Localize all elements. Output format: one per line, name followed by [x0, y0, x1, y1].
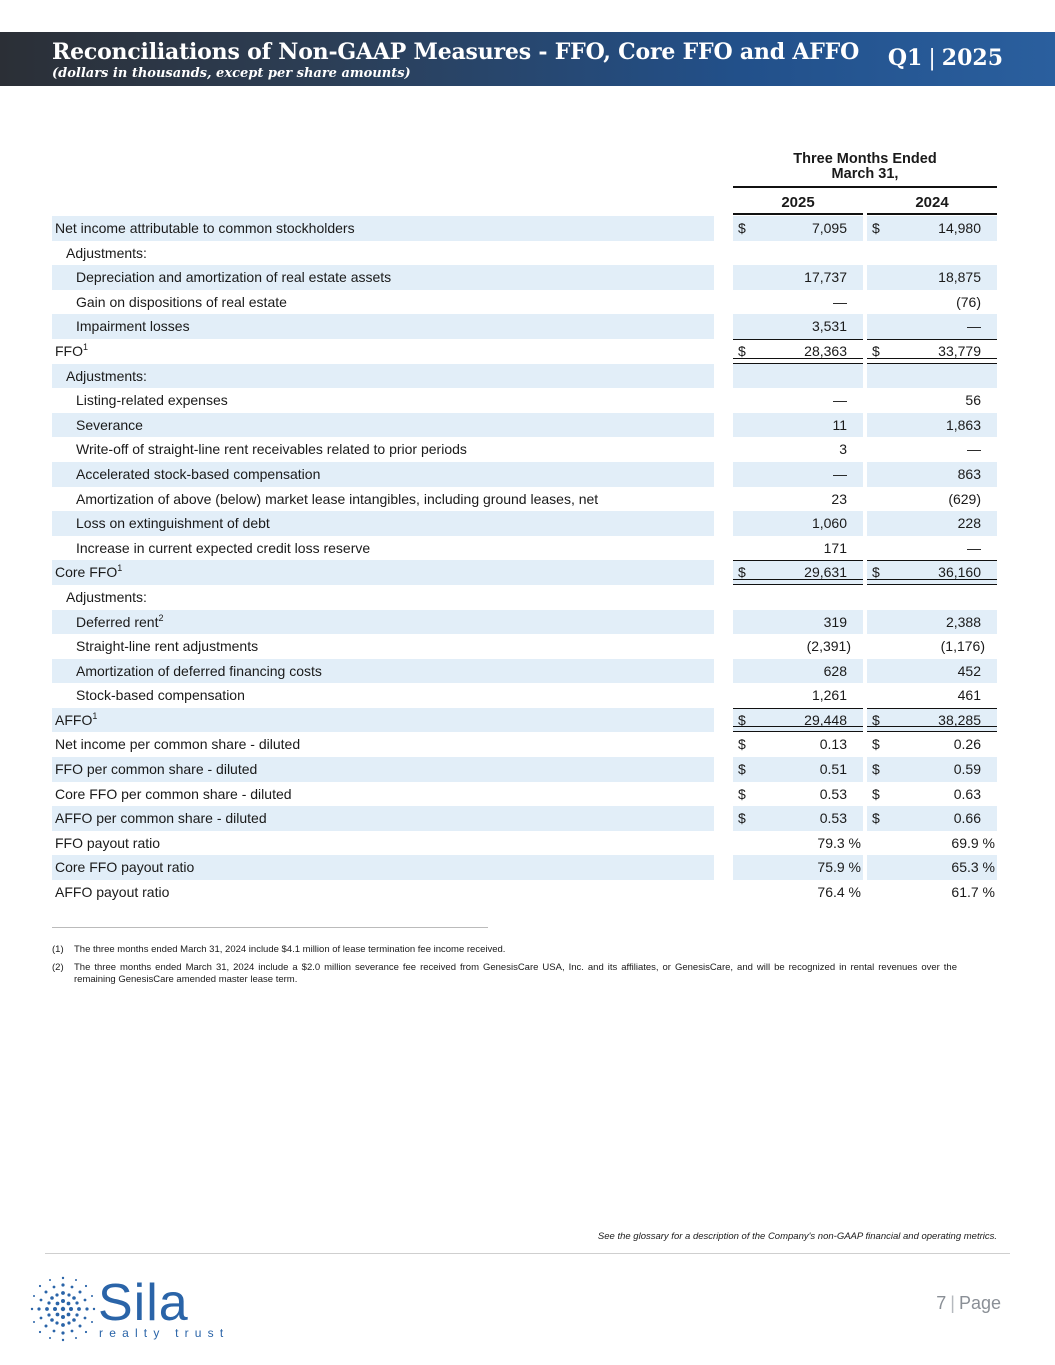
value-2024: (76) [956, 293, 981, 310]
table-row [52, 437, 997, 462]
row-label: Accelerated stock-based compensation [52, 462, 714, 487]
value-2025: 319 [733, 610, 863, 635]
row-label: Listing-related expenses [76, 392, 228, 409]
value-2024: $ 38,285 [867, 708, 997, 733]
value-2025: $ 0.53 [738, 785, 847, 802]
value-2024: (629) [948, 490, 981, 507]
table-row [52, 413, 997, 438]
row-label: Net income per common share - diluted [55, 736, 301, 753]
logo-wordmark: Sila [98, 1274, 189, 1332]
table-row [52, 511, 997, 536]
table-row [52, 216, 997, 241]
value-2024: 863 [867, 462, 997, 487]
row-label: Adjustments: [52, 364, 714, 389]
table-row [52, 462, 997, 487]
value-2025: — [733, 462, 863, 487]
value-2025 [733, 364, 863, 389]
reconciliation-table [52, 216, 997, 905]
row-label: Core FFO$^1$ [52, 560, 714, 585]
value-2025: 3,531 [733, 314, 863, 339]
period-line-1: Three Months Ended [793, 151, 937, 167]
row-label: Impairment losses [52, 314, 714, 339]
table-row [52, 560, 997, 585]
footnote-1 [52, 944, 957, 956]
value-2025: 79.3 % [817, 834, 861, 851]
table-row [52, 536, 997, 561]
value-2024 [867, 241, 997, 266]
table-row [52, 241, 997, 266]
value-2025 [733, 241, 863, 266]
table-row [52, 806, 997, 831]
value-2025: — [833, 392, 847, 409]
value-2024: 56 [965, 392, 981, 409]
value-2024: 18,875 [867, 265, 997, 290]
page-number-separator: | [950, 1293, 955, 1313]
value-2025: 171 [823, 539, 847, 556]
row-label: Amortization of deferred financing costs [52, 659, 714, 684]
row-label: Depreciation and amortization of real estate assets [52, 265, 714, 290]
value-2025: 3 [839, 441, 847, 458]
row-label: Increase in current expected credit loss reserve [76, 539, 371, 556]
table-row [52, 487, 997, 512]
table-row [52, 388, 997, 413]
value-2025 [733, 585, 863, 610]
value-2025: $ 0.13 [738, 736, 847, 753]
period-line-2: March 31, [831, 166, 899, 182]
value-2025: $ 29,448 [733, 708, 863, 733]
row-label: Gain on dispositions of real estate [76, 293, 287, 310]
table-row [52, 757, 997, 782]
footnote-text: The three months ended March 31, 2024 include $4.1 million of lease termination fee income received. [74, 944, 506, 955]
value-2025: 628 [733, 659, 863, 684]
value-2025: $ 28,363 [733, 339, 863, 364]
table-row [52, 585, 997, 610]
row-label: Stock-based compensation [76, 687, 245, 704]
row-label: Core FFO payout ratio [52, 855, 714, 880]
value-2024: $ 33,779 [867, 339, 997, 364]
page-header-band [0, 32, 1055, 86]
value-2024: 228 [867, 511, 997, 536]
value-2025: 11 [733, 413, 863, 438]
footnote-number: (2) [52, 962, 64, 973]
value-2024: $ 0.63 [872, 785, 981, 802]
table-row [52, 855, 997, 880]
value-2025: (2,391) [806, 638, 851, 655]
table-row [52, 314, 997, 339]
table-row [52, 782, 997, 807]
value-2024: 452 [867, 659, 997, 684]
page-number [936, 1293, 1001, 1314]
value-2024: $ 14,980 [867, 216, 997, 241]
table-row [52, 265, 997, 290]
value-2025: $ 0.51 [733, 757, 863, 782]
table-row [52, 708, 997, 733]
value-2025: 23 [831, 490, 847, 507]
value-2024: 1,863 [867, 413, 997, 438]
period-column-header [733, 152, 997, 182]
value-2024: $ 0.26 [872, 736, 981, 753]
value-2024: $ 36,160 [867, 560, 997, 585]
row-label: Core FFO per common share - diluted [55, 785, 292, 802]
row-label: FFO payout ratio [55, 834, 161, 851]
table-row [52, 339, 997, 364]
row-label: AFFO payout ratio [55, 884, 170, 901]
table-row [52, 683, 997, 708]
value-2024 [867, 585, 997, 610]
row-label: Loss on extinguishment of debt [52, 511, 714, 536]
logo-tagline: realty trust [99, 1326, 230, 1340]
year-label: 2025 [941, 45, 1003, 71]
table-row [52, 634, 997, 659]
value-2024: — [867, 314, 997, 339]
value-2025: — [833, 293, 847, 310]
value-2024: $ 0.66 [867, 806, 997, 831]
value-2024: $ 0.59 [867, 757, 997, 782]
value-2024: 2,388 [867, 610, 997, 635]
quarter-label: Q1 [887, 45, 923, 71]
row-label: Adjustments: [66, 244, 147, 261]
footnote-number: (1) [52, 944, 64, 955]
row-label: Deferred rent$^2$ [52, 610, 714, 635]
value-2025: $ 7,095 [733, 216, 863, 241]
value-2024 [867, 364, 997, 389]
footnote-text: The three months ended March 31, 2024 include a $2.0 million severance fee received from GenesisCare USA, Inc. and its affiliates, or GenesisCare, and will be recognized in rental revenues over the remaining GenesisCare amended master lease term. [74, 962, 957, 985]
row-label: Adjustments: [66, 588, 147, 605]
row-label: Net income attributable to common stockholders [52, 216, 714, 241]
table-row [52, 364, 997, 389]
table-row [52, 610, 997, 635]
value-2024: 65.3 % [867, 855, 997, 880]
value-2025: 1,060 [733, 511, 863, 536]
row-label: Write-off of straight-line rent receivables related to prior periods [76, 441, 467, 458]
column-header-2024: 2024 [915, 194, 949, 211]
row-label: Severance [52, 413, 714, 438]
column-header-2025: 2025 [781, 194, 815, 211]
value-2025: 1,261 [811, 687, 847, 704]
value-2024: 461 [957, 687, 981, 704]
value-2024: — [967, 539, 981, 556]
value-2025: $ 0.53 [733, 806, 863, 831]
value-2024: — [967, 441, 981, 458]
quarter-separator: | [928, 46, 936, 71]
value-2024: 61.7 % [951, 884, 995, 901]
value-2024: 69.9 % [951, 834, 995, 851]
value-2025: 75.9 % [733, 855, 863, 880]
page-number-value: 7 [936, 1293, 947, 1313]
footer-divider [45, 1253, 1010, 1254]
page-title: Reconciliations of Non-GAAP Measures - FFO, Core FFO and AFFO [52, 39, 860, 65]
row-label: AFFO per common share - diluted [52, 806, 714, 831]
page-label: Page [958, 1293, 1001, 1313]
table-row [52, 290, 997, 315]
value-2025: 17,737 [733, 265, 863, 290]
footnote-2 [52, 962, 957, 986]
period-header-rule [733, 186, 997, 188]
value-2024: (1,176) [940, 638, 985, 655]
row-label: FFO per common share - diluted [52, 757, 714, 782]
value-2025: 76.4 % [817, 884, 861, 901]
glossary-note: See the glossary for a description of the Company's non-GAAP financial and operating metrics. [597, 1231, 997, 1242]
row-label: Amortization of above (below) market lease intangibles, including ground leases, net [76, 490, 599, 507]
value-2025: $ 29,631 [733, 560, 863, 585]
year-rule-2024 [867, 213, 997, 215]
row-label: Straight-line rent adjustments [76, 638, 259, 655]
row-label: AFFO$^1$ [52, 708, 714, 733]
starburst-logo-icon [30, 1276, 100, 1342]
table-row [52, 831, 997, 856]
page-subtitle: (dollars in thousands, except per share amounts) [52, 66, 411, 81]
table-row [52, 880, 997, 905]
row-label: FFO$^1$ [55, 341, 89, 359]
year-rule-2025 [733, 213, 863, 215]
table-row [52, 732, 997, 757]
table-row [52, 659, 997, 684]
period-badge [888, 45, 1003, 71]
footnote-divider [52, 927, 488, 928]
